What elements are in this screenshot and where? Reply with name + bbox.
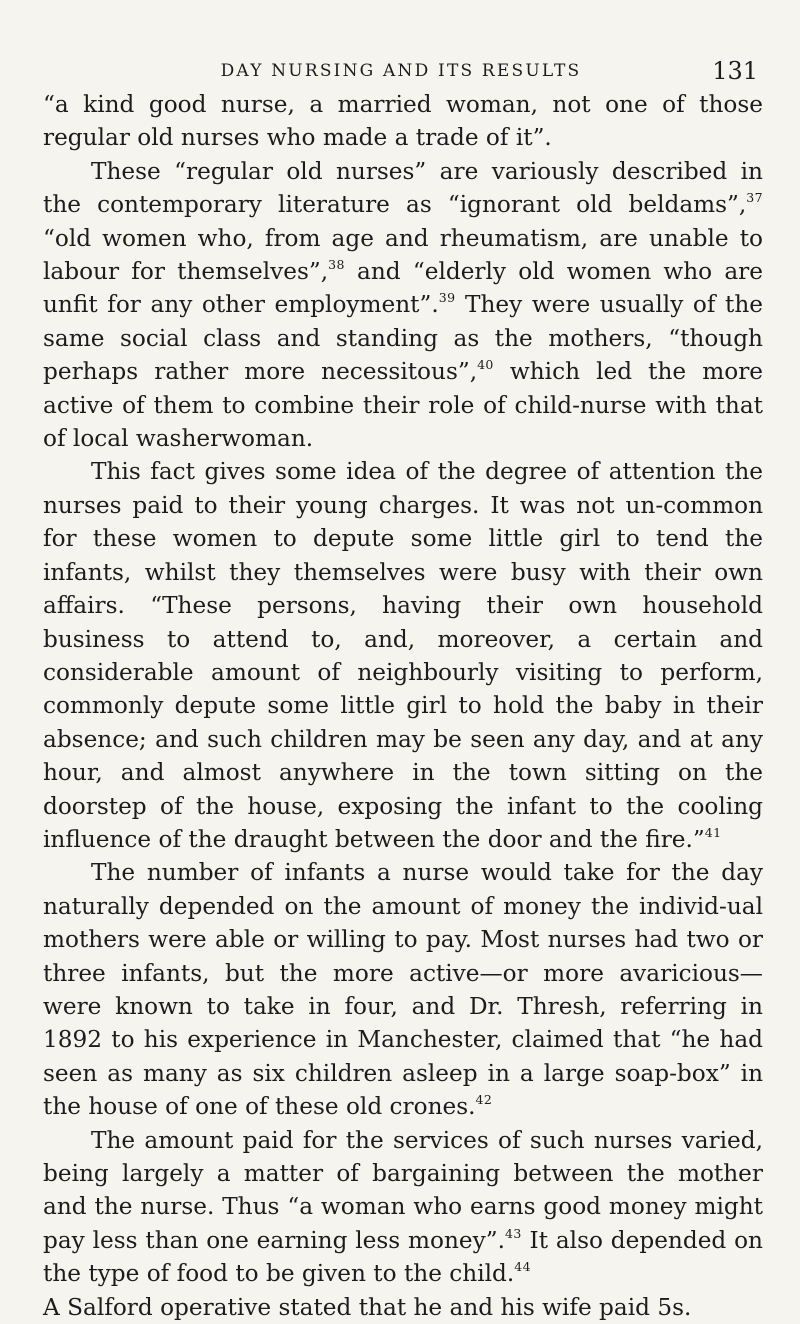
paragraph: This fact gives some idea of the degree of attention the nurses paid to their young charges. It was not un-common for these women to depute some little girl to tend the infants, whilst they themselves were busy with their own affairs. “These persons, having their own household business to attend to, and, moreover, a certain and considerable amount of neighbourly visiting to perform, commonly depute some little girl to hold the baby in their absence; and such children may be seen any day, and at any hour, and almost anywhere in the town sitting on the doorstep of the house, exposing the infant to the cooling influence of the draught between the door and the fire.”$^{41}$ <box>43 458 763 853</box>
paragraph: These “regular old nurses” are variously described in the contemporary literature as “ignorant old beldams”,$^{37}$ “old women who, from age and rheumatism, are unable to labour for themselves”,$^{38}$ and “elderly old women who are unfit for any other employment”.$^{39}$ They were usually of the same social class and standing as the mothers, “though perhaps rather more necessitous”,$^{40}$ which led the more active of them to combine their role of child-nurse with that of local washerwoman. <box>43 157 763 453</box>
footnote-ref[interactable]: 37 <box>746 190 763 206</box>
footnote-ref[interactable]: 43 <box>504 1225 522 1241</box>
running-title: DAY NURSING AND ITS RESULTS <box>220 61 582 81</box>
page-number: 131 <box>712 57 758 85</box>
footnote-ref[interactable]: 42 <box>475 1092 493 1108</box>
paragraph: The number of infants a nurse would take for the day naturally depended on the amount of money the individ-ual mothers were able or willing to pay. Most nurses had two or three infants, but the more active—or more avaricious—were known to take in four, and Dr. Thresh, referring in 1892 to his experience in Manchester, claimed that “he had seen as many as six children asleep in a large soap-box” in the house of one of these old crones.$^{42}$ <box>43 859 763 1121</box>
body-text <box>43 88 763 1324</box>
footnote-ref[interactable]: 41 <box>704 824 722 840</box>
paragraph: The amount paid for the services of such nurses varied, being largely a matter of bargaining between the mother and the nurse. Thus “a woman who earns good money might pay less than one earning less money”.$^{43}$ It also depended on the type of food to be given to the child.$^{44}$ A Salford operative stated that he and his wife paid 5s. <box>43 1126 763 1321</box>
footnote-ref[interactable]: 40 <box>477 357 494 373</box>
paragraph: “a kind good nurse, a married woman, not one of those regular old nurses who made a trade of it”. <box>43 91 763 152</box>
running-head <box>44 56 758 86</box>
footnote-ref[interactable]: 44 <box>514 1259 531 1275</box>
footnote-ref[interactable]: 39 <box>438 290 456 306</box>
footnote-ref[interactable]: 38 <box>328 257 345 273</box>
